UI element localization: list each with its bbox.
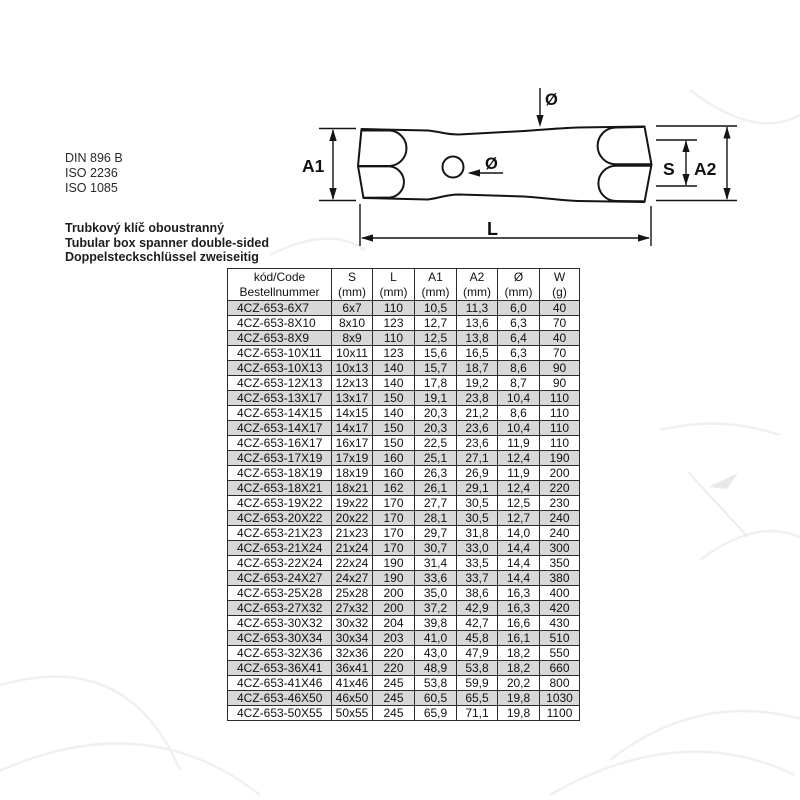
cell-l: 110 bbox=[373, 331, 415, 346]
cell-a1: 41,0 bbox=[415, 631, 457, 646]
cell-s: 41x46 bbox=[332, 676, 373, 691]
cell-diameter: 6,4 bbox=[498, 331, 540, 346]
cell-diameter: 16,3 bbox=[498, 601, 540, 616]
cell-code: 4CZ-653-10X13 bbox=[228, 361, 332, 376]
cell-w: 1100 bbox=[540, 706, 580, 721]
cell-l: 203 bbox=[373, 631, 415, 646]
cell-code: 4CZ-653-18X21 bbox=[228, 481, 332, 496]
cell-diameter: 10,4 bbox=[498, 391, 540, 406]
cell-l: 190 bbox=[373, 556, 415, 571]
cell-l: 170 bbox=[373, 541, 415, 556]
dim-a1 bbox=[319, 129, 356, 201]
cell-code: 4CZ-653-14X15 bbox=[228, 406, 332, 421]
cell-code: 4CZ-653-17X19 bbox=[228, 451, 332, 466]
cell-a1: 60,5 bbox=[415, 691, 457, 706]
dia-top-label: Ø bbox=[545, 91, 558, 109]
cell-l: 170 bbox=[373, 526, 415, 541]
cell-s: 18x19 bbox=[332, 466, 373, 481]
table-row bbox=[228, 691, 580, 706]
cell-w: 40 bbox=[540, 331, 580, 346]
table-row bbox=[228, 556, 580, 571]
cell-s: 13x17 bbox=[332, 391, 373, 406]
cell-w: 230 bbox=[540, 496, 580, 511]
cell-w: 70 bbox=[540, 316, 580, 331]
cell-diameter: 6,3 bbox=[498, 346, 540, 361]
cell-code: 4CZ-653-6X7 bbox=[228, 301, 332, 316]
cell-a1: 27,7 bbox=[415, 496, 457, 511]
cell-a2: 47,9 bbox=[457, 646, 498, 661]
cell-code: 4CZ-653-18X19 bbox=[228, 466, 332, 481]
table-row bbox=[228, 391, 580, 406]
cell-s: 12x13 bbox=[332, 376, 373, 391]
cell-l: 140 bbox=[373, 406, 415, 421]
col-header-l: L (mm) bbox=[373, 269, 415, 301]
cell-w: 90 bbox=[540, 376, 580, 391]
cell-diameter: 14,4 bbox=[498, 541, 540, 556]
side-hole bbox=[443, 157, 464, 178]
cell-a1: 33,6 bbox=[415, 571, 457, 586]
cell-a2: 31,8 bbox=[457, 526, 498, 541]
cell-w: 110 bbox=[540, 406, 580, 421]
cell-diameter: 18,2 bbox=[498, 646, 540, 661]
cell-s: 30x32 bbox=[332, 616, 373, 631]
table-row bbox=[228, 421, 580, 436]
cell-l: 110 bbox=[373, 301, 415, 316]
table-row bbox=[228, 646, 580, 661]
cell-a1: 19,1 bbox=[415, 391, 457, 406]
cell-s: 14x15 bbox=[332, 406, 373, 421]
table-row bbox=[228, 481, 580, 496]
cell-code: 4CZ-653-16X17 bbox=[228, 436, 332, 451]
dim-s-label: S bbox=[663, 159, 675, 179]
cell-a1: 12,7 bbox=[415, 316, 457, 331]
cell-l: 200 bbox=[373, 601, 415, 616]
cell-diameter: 19,8 bbox=[498, 706, 540, 721]
cell-diameter: 6,0 bbox=[498, 301, 540, 316]
cell-a2: 16,5 bbox=[457, 346, 498, 361]
standards-block bbox=[65, 151, 123, 196]
cell-l: 170 bbox=[373, 511, 415, 526]
cell-s: 32x36 bbox=[332, 646, 373, 661]
cell-diameter: 12,4 bbox=[498, 481, 540, 496]
cell-s: 17x19 bbox=[332, 451, 373, 466]
cell-a1: 25,1 bbox=[415, 451, 457, 466]
cell-code: 4CZ-653-8X10 bbox=[228, 316, 332, 331]
col-header-diameter: Ø (mm) bbox=[498, 269, 540, 301]
cell-code: 4CZ-653-30X32 bbox=[228, 616, 332, 631]
cell-a1: 20,3 bbox=[415, 421, 457, 436]
table-row bbox=[228, 496, 580, 511]
cell-code: 4CZ-653-32X36 bbox=[228, 646, 332, 661]
cell-w: 550 bbox=[540, 646, 580, 661]
cell-a2: 30,5 bbox=[457, 496, 498, 511]
cell-code: 4CZ-653-20X22 bbox=[228, 511, 332, 526]
cell-diameter: 8,7 bbox=[498, 376, 540, 391]
col-header-code bbox=[228, 269, 332, 301]
cell-l: 170 bbox=[373, 496, 415, 511]
table-row bbox=[228, 316, 580, 331]
col-header-code-line1: kód/Code bbox=[253, 269, 306, 284]
dia-top-arrow bbox=[536, 115, 543, 127]
product-name-de: Doppelsteckschlüssel zweiseitig bbox=[65, 250, 259, 265]
cell-diameter: 10,4 bbox=[498, 421, 540, 436]
cell-s: 30x34 bbox=[332, 631, 373, 646]
cell-s: 16x17 bbox=[332, 436, 373, 451]
cell-w: 220 bbox=[540, 481, 580, 496]
cell-a1: 39,8 bbox=[415, 616, 457, 631]
cell-a1: 22,5 bbox=[415, 436, 457, 451]
cell-w: 350 bbox=[540, 556, 580, 571]
cell-a2: 26,9 bbox=[457, 466, 498, 481]
dim-a2-arrow-down bbox=[723, 188, 730, 200]
table-row bbox=[228, 301, 580, 316]
cell-w: 240 bbox=[540, 511, 580, 526]
table-row bbox=[228, 601, 580, 616]
cell-a1: 15,7 bbox=[415, 361, 457, 376]
cell-a2: 18,7 bbox=[457, 361, 498, 376]
cell-diameter: 12,4 bbox=[498, 451, 540, 466]
cell-s: 8x10 bbox=[332, 316, 373, 331]
cell-a2: 30,5 bbox=[457, 511, 498, 526]
right-socket-arcs bbox=[598, 127, 651, 201]
cell-w: 40 bbox=[540, 301, 580, 316]
cell-diameter: 19,8 bbox=[498, 691, 540, 706]
standard-iso-1085: ISO 1085 bbox=[65, 181, 118, 195]
cell-a1: 17,8 bbox=[415, 376, 457, 391]
cell-diameter: 16,6 bbox=[498, 616, 540, 631]
dim-a1-arrow-down bbox=[329, 188, 336, 200]
dia-hole-label: Ø bbox=[485, 155, 498, 173]
cell-l: 245 bbox=[373, 706, 415, 721]
dim-s-arrow-up bbox=[682, 141, 689, 153]
cell-code: 4CZ-653-19X22 bbox=[228, 496, 332, 511]
cell-diameter: 16,3 bbox=[498, 586, 540, 601]
cell-a1: 26,3 bbox=[415, 466, 457, 481]
table-row bbox=[228, 436, 580, 451]
cell-diameter: 14,4 bbox=[498, 571, 540, 586]
cell-s: 24x27 bbox=[332, 571, 373, 586]
cell-diameter: 14,4 bbox=[498, 556, 540, 571]
cell-diameter: 8,6 bbox=[498, 361, 540, 376]
col-header-w: W (g) bbox=[540, 269, 580, 301]
cell-diameter: 6,3 bbox=[498, 316, 540, 331]
table-row bbox=[228, 361, 580, 376]
dim-l bbox=[360, 204, 651, 246]
cell-diameter: 20,2 bbox=[498, 676, 540, 691]
spec-table bbox=[227, 268, 580, 721]
cell-a2: 11,3 bbox=[457, 301, 498, 316]
cell-code: 4CZ-653-21X23 bbox=[228, 526, 332, 541]
cell-code: 4CZ-653-21X24 bbox=[228, 541, 332, 556]
cell-a1: 31,4 bbox=[415, 556, 457, 571]
cell-s: 8x9 bbox=[332, 331, 373, 346]
dim-l-arrow-right bbox=[638, 234, 650, 241]
cell-a1: 15,6 bbox=[415, 346, 457, 361]
col-header-s: S (mm) bbox=[332, 269, 373, 301]
cell-s: 27x32 bbox=[332, 601, 373, 616]
cell-l: 150 bbox=[373, 421, 415, 436]
cell-a2: 45,8 bbox=[457, 631, 498, 646]
cell-w: 200 bbox=[540, 466, 580, 481]
table-row bbox=[228, 376, 580, 391]
cell-w: 660 bbox=[540, 661, 580, 676]
table-row bbox=[228, 331, 580, 346]
spec-table-header-row bbox=[228, 269, 580, 301]
cell-code: 4CZ-653-41X46 bbox=[228, 676, 332, 691]
cell-w: 510 bbox=[540, 631, 580, 646]
cell-l: 160 bbox=[373, 466, 415, 481]
cell-a2: 33,7 bbox=[457, 571, 498, 586]
table-row bbox=[228, 571, 580, 586]
cell-a2: 53,8 bbox=[457, 661, 498, 676]
cell-l: 140 bbox=[373, 361, 415, 376]
cell-s: 50x55 bbox=[332, 706, 373, 721]
cell-l: 220 bbox=[373, 646, 415, 661]
cell-l: 245 bbox=[373, 676, 415, 691]
cell-s: 20x22 bbox=[332, 511, 373, 526]
cell-a1: 30,7 bbox=[415, 541, 457, 556]
cell-s: 22x24 bbox=[332, 556, 373, 571]
cell-a2: 19,2 bbox=[457, 376, 498, 391]
cell-s: 18x21 bbox=[332, 481, 373, 496]
standard-iso-2236: ISO 2236 bbox=[65, 166, 118, 180]
cell-code: 4CZ-653-36X41 bbox=[228, 661, 332, 676]
cell-l: 160 bbox=[373, 451, 415, 466]
table-row bbox=[228, 511, 580, 526]
cell-a2: 33,5 bbox=[457, 556, 498, 571]
cell-diameter: 11,9 bbox=[498, 436, 540, 451]
cell-a1: 65,9 bbox=[415, 706, 457, 721]
cell-w: 400 bbox=[540, 586, 580, 601]
cell-w: 110 bbox=[540, 421, 580, 436]
dia-hole-arrow bbox=[468, 169, 481, 176]
cell-a1: 20,3 bbox=[415, 406, 457, 421]
cell-code: 4CZ-653-13X17 bbox=[228, 391, 332, 406]
cell-s: 25x28 bbox=[332, 586, 373, 601]
cell-w: 110 bbox=[540, 436, 580, 451]
col-header-a1: A1 (mm) bbox=[415, 269, 457, 301]
cell-l: 200 bbox=[373, 586, 415, 601]
cell-code: 4CZ-653-14X17 bbox=[228, 421, 332, 436]
cell-diameter: 12,7 bbox=[498, 511, 540, 526]
dim-l-arrow-left bbox=[361, 234, 373, 241]
table-row bbox=[228, 541, 580, 556]
standard-din: DIN 896 B bbox=[65, 151, 123, 165]
cell-w: 1030 bbox=[540, 691, 580, 706]
cell-a1: 37,2 bbox=[415, 601, 457, 616]
cell-w: 420 bbox=[540, 601, 580, 616]
table-row bbox=[228, 451, 580, 466]
cell-s: 21x23 bbox=[332, 526, 373, 541]
cell-diameter: 18,2 bbox=[498, 661, 540, 676]
cell-a1: 12,5 bbox=[415, 331, 457, 346]
cell-a1: 28,1 bbox=[415, 511, 457, 526]
dim-l-label: L bbox=[487, 219, 498, 239]
cell-a1: 10,5 bbox=[415, 301, 457, 316]
cell-l: 150 bbox=[373, 436, 415, 451]
col-header-a2: A2 (mm) bbox=[457, 269, 498, 301]
cell-w: 70 bbox=[540, 346, 580, 361]
cell-diameter: 16,1 bbox=[498, 631, 540, 646]
cell-a2: 42,9 bbox=[457, 601, 498, 616]
cell-s: 10x11 bbox=[332, 346, 373, 361]
cell-a2: 38,6 bbox=[457, 586, 498, 601]
cell-a1: 48,9 bbox=[415, 661, 457, 676]
cell-l: 140 bbox=[373, 376, 415, 391]
col-header-code-line2: Bestellnummer bbox=[239, 284, 320, 299]
cell-code: 4CZ-653-12X13 bbox=[228, 376, 332, 391]
cell-a2: 23,8 bbox=[457, 391, 498, 406]
cell-l: 162 bbox=[373, 481, 415, 496]
cell-code: 4CZ-653-22X24 bbox=[228, 556, 332, 571]
spanner-drawing bbox=[300, 70, 760, 260]
cell-l: 245 bbox=[373, 691, 415, 706]
cell-diameter: 12,5 bbox=[498, 496, 540, 511]
cell-w: 380 bbox=[540, 571, 580, 586]
cell-s: 19x22 bbox=[332, 496, 373, 511]
cell-a2: 59,9 bbox=[457, 676, 498, 691]
cell-a2: 65,5 bbox=[457, 691, 498, 706]
cell-a2: 42,7 bbox=[457, 616, 498, 631]
dim-s-arrow-down bbox=[682, 174, 689, 186]
dim-a1-label: A1 bbox=[302, 156, 325, 176]
table-row bbox=[228, 676, 580, 691]
table-row bbox=[228, 586, 580, 601]
cell-l: 204 bbox=[373, 616, 415, 631]
cell-w: 800 bbox=[540, 676, 580, 691]
table-row bbox=[228, 466, 580, 481]
product-name-en: Tubular box spanner double-sided bbox=[65, 235, 269, 250]
cell-s: 21x24 bbox=[332, 541, 373, 556]
cell-w: 240 bbox=[540, 526, 580, 541]
dim-a2-arrow-up bbox=[723, 127, 730, 139]
cell-a2: 33,0 bbox=[457, 541, 498, 556]
cell-w: 90 bbox=[540, 361, 580, 376]
cell-code: 4CZ-653-24X27 bbox=[228, 571, 332, 586]
cell-l: 123 bbox=[373, 316, 415, 331]
cell-diameter: 14,0 bbox=[498, 526, 540, 541]
table-row bbox=[228, 346, 580, 361]
cell-l: 123 bbox=[373, 346, 415, 361]
cell-a1: 53,8 bbox=[415, 676, 457, 691]
cell-code: 4CZ-653-10X11 bbox=[228, 346, 332, 361]
cell-a2: 71,1 bbox=[457, 706, 498, 721]
table-row bbox=[228, 616, 580, 631]
cell-a2: 29,1 bbox=[457, 481, 498, 496]
cell-code: 4CZ-653-25X28 bbox=[228, 586, 332, 601]
cell-s: 36x41 bbox=[332, 661, 373, 676]
product-names-block bbox=[65, 221, 269, 265]
cell-diameter: 8,6 bbox=[498, 406, 540, 421]
dim-a2-label: A2 bbox=[694, 159, 717, 179]
spec-table-body bbox=[228, 301, 580, 721]
table-row bbox=[228, 631, 580, 646]
cell-a1: 43,0 bbox=[415, 646, 457, 661]
dim-a1-arrow-up bbox=[329, 129, 336, 141]
left-socket-arcs bbox=[359, 131, 406, 198]
cell-diameter: 11,9 bbox=[498, 466, 540, 481]
cell-w: 300 bbox=[540, 541, 580, 556]
cell-s: 10x13 bbox=[332, 361, 373, 376]
cell-w: 430 bbox=[540, 616, 580, 631]
table-row bbox=[228, 706, 580, 721]
cell-a1: 35,0 bbox=[415, 586, 457, 601]
cell-l: 150 bbox=[373, 391, 415, 406]
cell-s: 14x17 bbox=[332, 421, 373, 436]
table-row bbox=[228, 661, 580, 676]
cell-s: 46x50 bbox=[332, 691, 373, 706]
product-name-cs: Trubkový klíč oboustranný bbox=[65, 221, 225, 235]
cell-a2: 13,6 bbox=[457, 316, 498, 331]
table-row bbox=[228, 526, 580, 541]
cell-l: 190 bbox=[373, 571, 415, 586]
cell-w: 190 bbox=[540, 451, 580, 466]
cell-w: 110 bbox=[540, 391, 580, 406]
cell-a1: 26,1 bbox=[415, 481, 457, 496]
cell-code: 4CZ-653-27X32 bbox=[228, 601, 332, 616]
cell-code: 4CZ-653-46X50 bbox=[228, 691, 332, 706]
cell-l: 220 bbox=[373, 661, 415, 676]
cell-a2: 21,2 bbox=[457, 406, 498, 421]
cell-code: 4CZ-653-50X55 bbox=[228, 706, 332, 721]
cell-code: 4CZ-653-8X9 bbox=[228, 331, 332, 346]
cell-s: 6x7 bbox=[332, 301, 373, 316]
cell-a2: 13,8 bbox=[457, 331, 498, 346]
cell-a2: 23,6 bbox=[457, 436, 498, 451]
cell-a2: 27,1 bbox=[457, 451, 498, 466]
cell-a2: 23,6 bbox=[457, 421, 498, 436]
cell-a1: 29,7 bbox=[415, 526, 457, 541]
cell-code: 4CZ-653-30X34 bbox=[228, 631, 332, 646]
table-row bbox=[228, 406, 580, 421]
